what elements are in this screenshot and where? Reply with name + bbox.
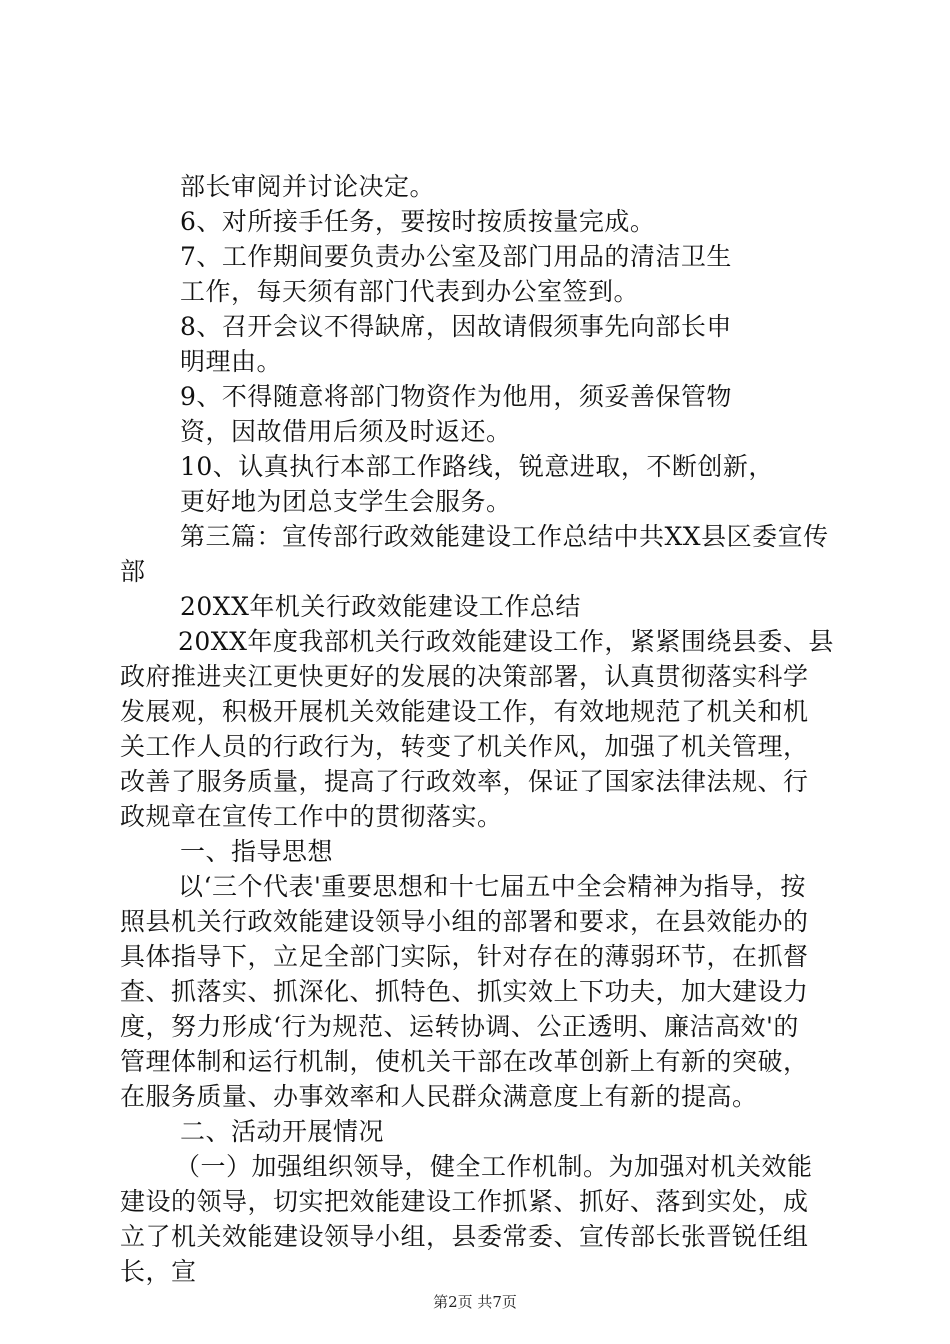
document-title: 20XX年机关行政效能建设工作总结 <box>180 592 581 621</box>
text-line: 部 <box>120 557 146 586</box>
text-line: 照县机关行政效能建设领导小组的部署和要求，在县效能办的 <box>120 907 809 936</box>
text-line: 政府推进夹江更快更好的发展的决策部署，认真贯彻落实科学 <box>120 662 809 691</box>
section-heading: 一、指导思想 <box>180 837 334 866</box>
text-line: 20XX年度我部机关行政效能建设工作，紧紧围绕县委、县 <box>178 627 834 656</box>
text-line: 资，因故借用后须及时返还。 <box>180 417 512 446</box>
text-line: 10、认真执行本部工作路线，锐意进取，不断创新， <box>180 452 774 481</box>
text-line: （一）加强组织领导，健全工作机制。为加强对机关效能 <box>175 1152 813 1181</box>
text-line: 工作，每天须有部门代表到办公室签到。 <box>180 277 640 306</box>
text-line: 7、工作期间要负责办公室及部门用品的清洁卫生 <box>180 242 732 271</box>
text-line: 发展观，积极开展机关效能建设工作，有效地规范了机关和机 <box>120 697 809 726</box>
text-line: 政规章在宣传工作中的贯彻落实。 <box>120 802 503 831</box>
text-line: 查、抓落实、抓深化、抓特色、抓实效上下功夫，加大建设力 <box>120 977 809 1006</box>
text-line: 以‘三个代表'重要思想和十七届五中全会精神为指导，按 <box>178 872 806 901</box>
text-line: 改善了服务质量，提高了行政效率，保证了国家法律法规、行 <box>120 767 809 796</box>
section-heading: 第三篇：宣传部行政效能建设工作总结中共XX县区委宣传 <box>180 522 829 551</box>
text-line: 管理体制和运行机制，使机关干部在改革创新上有新的突破， <box>120 1047 809 1076</box>
text-line: 更好地为团总支学生会服务。 <box>180 487 512 516</box>
text-line: 8、召开会议不得缺席，因故请假须事先向部长申 <box>180 312 732 341</box>
text-line: 关工作人员的行政行为，转变了机关作风，加强了机关管理， <box>120 732 809 761</box>
text-line: 具体指导下，立足全部门实际，针对存在的薄弱环节，在抓督 <box>120 942 809 971</box>
text-line: 6、对所接手任务，要按时按质按量完成。 <box>180 207 656 236</box>
text-line: 部长审阅并讨论决定。 <box>180 172 436 201</box>
text-line: 长，宣 <box>120 1257 197 1286</box>
section-heading: 二、活动开展情况 <box>180 1117 385 1146</box>
text-line: 度，努力形成‘行为规范、运转协调、公正透明、廉洁高效'的 <box>120 1012 799 1041</box>
text-line: 明理由。 <box>180 347 283 376</box>
text-line: 建设的领导，切实把效能建设工作抓紧、抓好、落到实处，成 <box>120 1187 809 1216</box>
text-line: 9、不得随意将部门物资作为他用，须妥善保管物 <box>180 382 732 411</box>
text-line: 立了机关效能建设领导小组，县委常委、宣传部长张晋锐任组 <box>120 1222 809 1251</box>
page-number: 第2页 共7页 <box>433 1293 517 1311</box>
text-line: 在服务质量、办事效率和人民群众满意度上有新的提高。 <box>120 1082 758 1111</box>
